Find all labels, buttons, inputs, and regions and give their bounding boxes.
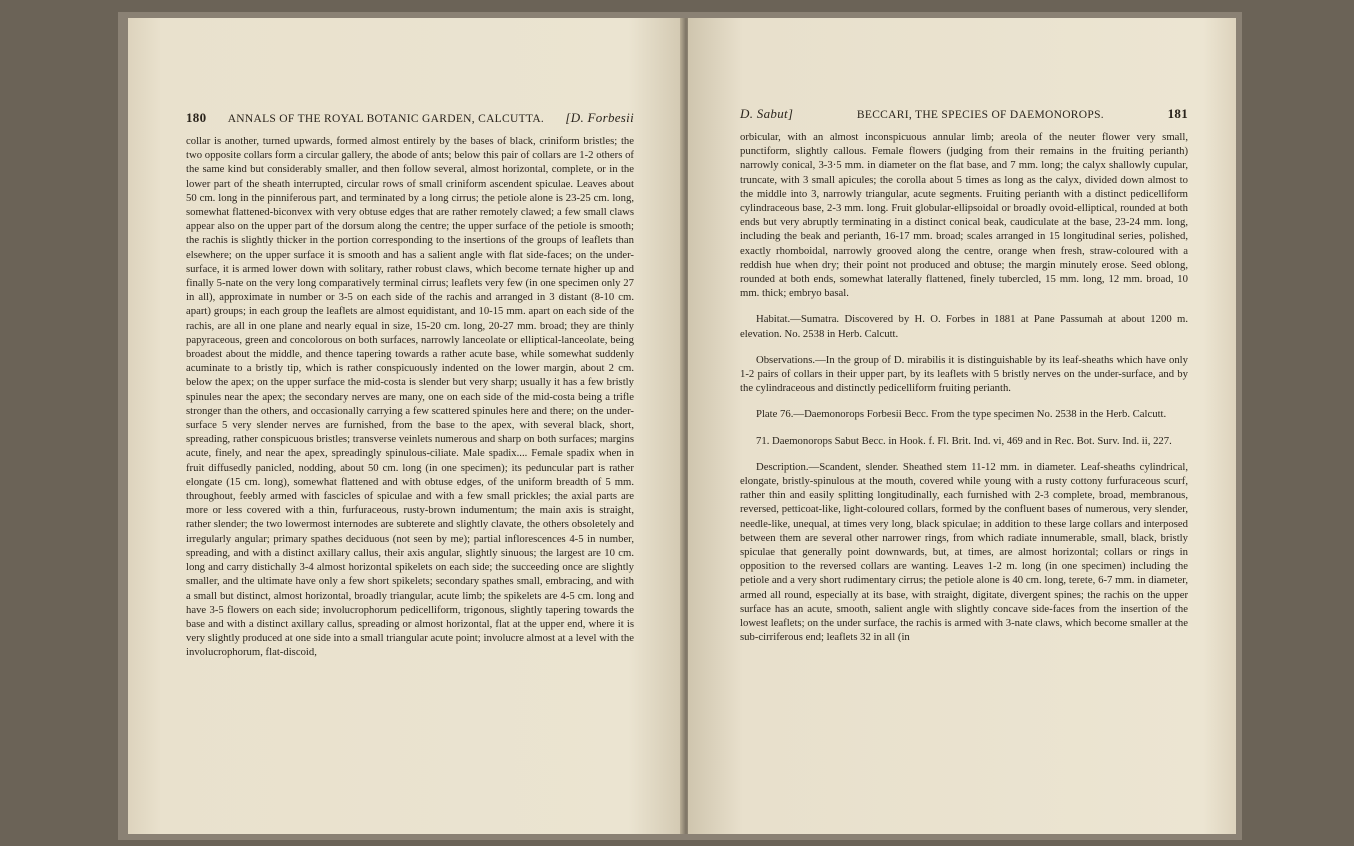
section-tag-right: D. Sabut] xyxy=(740,106,794,121)
running-head-left: ANNALS OF THE ROYAL BOTANIC GARDEN, CALCUTTA. xyxy=(227,113,545,125)
right-page-header xyxy=(740,106,1188,122)
fruit-description-paragraph: orbicular, with an almost inconspicuous annular limb; areola of the neuter flower very small, punctiform, slightly callous. Female flowers (judging from their remains in the fruiting perianth) narrowly conical, 3-3·5 mm. in diameter on the flat base, and 7 mm. long; the calyx shallowly cupular, truncate, with 3 small apicules; the corolla about 5 times as long as the calyx, divided down almost to the middle into 3, narrowly triangular, acute segments. Fruiting perianth with a distinct pedicelliform cylindraceous base, 2-3 mm. long. Fruit globular-ellipsoidal or broadly ovoid-elliptical, rounded at both ends but very abruptly terminating in a distinct conical beak, caudiculate at the base, 23-24 mm. long, including the beak and perianth, 16-17 mm. broad; scales arranged in 15 longitudinal series, polished, exactly rhomboidal, narrowly grooved along the centre, orange when fresh, straw-coloured with a reddish hue when dry; their point not produced and obtuse; the margin minutely erose. Seed oblong, rounded at both ends, somewhat laterally flattened, finely tubercled, 15 mm. long, 12 mm. broad, 10 mm. thick; embryo basal. xyxy=(740,131,1188,300)
page-number-left: 180 xyxy=(186,110,207,125)
observations-paragraph: Observations.—In the group of D. mirabilis it is distinguishable by its leaf-sheaths which have only 1-2 pairs of collars in their upper part, by its leaflets with 5 bristly nerves on the under-surface, and by the cylindraceous and distinctly pedicelliform fruiting perianth. xyxy=(740,353,1188,395)
running-head-right: BECCARI, THE SPECIES OF DAEMONOROPS. xyxy=(856,109,1104,121)
right-page-content xyxy=(740,106,1188,645)
left-page-content xyxy=(186,110,634,660)
species-heading: 71. Daemonorops Sabut Becc. in Hook. f. Fl. Brit. Ind. vi, 469 and in Rec. Bot. Surv. Ind. ii, 227. xyxy=(756,434,1172,447)
section-tag-left: [D. Forbesii xyxy=(565,110,634,125)
left-body-text: collar is another, turned upwards, formed almost entirely by the bases of black, criniform bristles; the two opposite collars form a circular gallery, the abode of ants; below this pair of collars are 1-2 others of the same kind but considerably smaller, and then follow several, almost horizontal, complete, or in the lower part of the sheath interrupted, circular rows of small criniform ascendent spiculae. Leaves about 50 cm. long in the pinniferous part, and terminated by a long cirrus; the petiole alone is 23-25 cm. long, somewhat flattened-biconvex with very obtuse edges that are rather remotely clawed; a few small claws appear also on the upper part of the dorsum along the centre; the upper surface of the petiole is smooth; the rachis is slightly thicker in the portion corresponding to the insertions of the groups of leaflets than elsewhere; on the upper surface it is smooth and has a salient angle with flat side-faces; on the under-surface, it is armed lower down with solitary, rather robust claws, which become ternate higher up and finally 5-nate on the very long comparatively terminal cirrus; leaflets very few (in one specimen only 27 in all), approximate in number or 3-5 on each side of the rachis and arranged in 3 distant (8-10 cm. apart) groups; in each group the leaflets are almost equidistant, and 10-15 mm. apart on each side of the rachis, are all in one plane and nearly equal in size, 15-20 cm. long, 20-27 mm. broad; they are thinly papyraceous, green and concolorous on both surfaces, narrowly lanceolate or elliptical-lanceolate, being broadest about the middle, and thence tapering towards a rather acute base, while somewhat suddenly acuminate to a bristly tip, which is rather conspicuously indented on the lower margin, about 2 cm. below the apex; on the upper surface the mid-costa is slender but very sharp; usually it has a few bristly spinules near the apex; the secondary nerves are many, one on each side of the mid-costa being a trifle stronger than the others, and occasionally carrying a few scattered spinules here and there; on the under-surface 5 very slender nerves are furnished, from the base to the apex, with several black, short, spreading, rather conspicuous bristles; transverse veinlets numerous and sharp on both surfaces; margins acute, finely, and near the apex, spreadingly spinulous-ciliate. Male spadix.... Female spadix when in fruit diffusedly panicled, nodding, about 50 cm. long (in one specimen); its peduncular part is rather elongate (15 cm. long), somewhat flattened and with obtuse edges, of the uniform breadth of 5 mm. throughout, feebly armed with fascicles of spiculae and with a few small prickles; the axial parts are more or less covered with a thin, furfuraceous, rusty-brown indumentum; the main axis is straight, rather slender; the two lowermost internodes are subterete and slightly clavate, the others obsoletely and irregularly angular; primary spathes deciduous (not seen by me); partial inflorescences 4-5 in number, spreading, and with a distinct axillary callus, their axis angular, slightly sinuous; the largest are 10 cm. long and carry distichally 3-4 almost horizontal spikelets on each side; the succeeding once are slightly smaller, and the ultimate have only a few short spikelets; secondary spathes small, embracing, and with a small but distinct, almost horizontal, broadly triangular, acute limb; the spikelets are 4-5 cm. long and have 3-5 flowers on each side; involucrophorum pedicelliform, trigonous, slightly tapering towards the base and with a distinct axillary callus, spreading or almost horizontal, flat at the upper end, where it is very slightly produced at one side into a small triangular acute point; involucre almost at a level with the involucrophorum, flat-discoid, xyxy=(186,135,634,659)
right-page xyxy=(688,18,1236,834)
left-page-header xyxy=(186,110,634,126)
left-page xyxy=(128,18,684,834)
book-spread xyxy=(118,12,1242,840)
habitat-paragraph: Habitat.—Sumatra. Discovered by H. O. Forbes in 1881 at Pane Passumah at about 1200 m. elevation. No. 2538 in Herb. Calcutt. xyxy=(740,313,1188,340)
plate-caption: Plate 76.—Daemonorops Forbesii Becc. From the type specimen No. 2538 in the Herb. Calcutt. xyxy=(756,408,1167,421)
description-paragraph: Description.—Scandent, slender. Sheathed stem 11-12 mm. in diameter. Leaf-sheaths cylindrical, elongate, bristly-spinulous at the mouth, covered while young with a rusty cottony furfuraceous scurf, rather thin and easily splitting longitudinally, each furnished with 2-3 complete, broad, membranous, reversed, petticoat-like, light-coloured collars, formed by the confluent bases of numerous, very slender, needle-like, unequal, at times very long, black spiculae; in addition to these large collars and interposed between them are several other narrower rings, from which radiate innumerable, small, black, bristly spiculae that generally point downwards, but, at times, are almost horizontal; collars or rings in opposition to the reversed collars are wanting. Leaves 1-2 m. long (in one specimen) including the petiole and a very short rudimentary cirrus; the petiole alone is 40 cm. long, terete, 6-7 mm. in diameter, armed all round, especially at its base, with straight, digitate, divergent spines; the rachis on the upper surface has an acute, smooth, salient angle with slightly concave side-faces from the insertion of the lowest leaflets; on the under surface, the rachis is armed with 3-nate claws, which become smaller at the sub-cirriferous end; leaflets 32 in all (in xyxy=(740,460,1188,644)
page-number-right: 181 xyxy=(1167,106,1188,121)
